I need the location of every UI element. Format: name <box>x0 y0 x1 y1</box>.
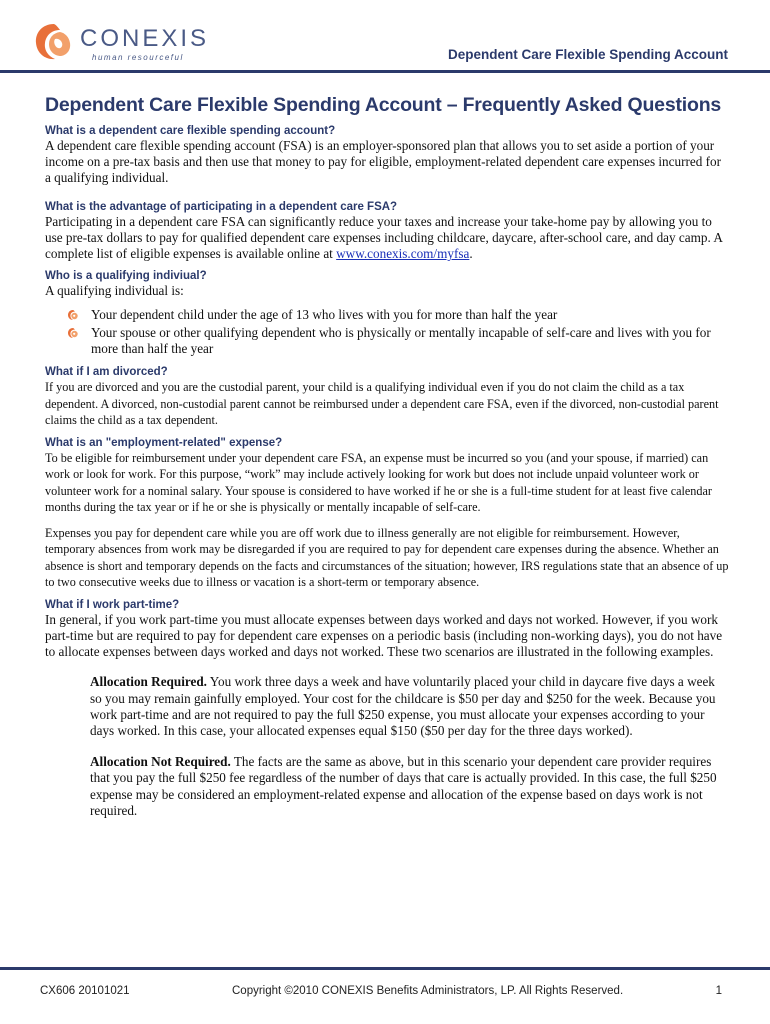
question-heading: What if I am divorced? <box>45 366 168 379</box>
list-item-text: Your dependent child under the age of 13 who lives with you for more than half the year <box>91 307 558 323</box>
faq-section-advantage <box>45 201 729 263</box>
conexis-bullet-icon <box>67 327 79 339</box>
conexis-logo-mark-icon <box>34 22 72 62</box>
question-heading: What if I work part-time? <box>45 598 180 611</box>
faq-section-divorced <box>45 366 729 429</box>
example-title: Allocation Required. <box>90 674 207 690</box>
document-title: Dependent Care Flexible Spending Account – Frequently Asked Questions <box>45 94 722 116</box>
answer-text-continued: Expenses you pay for dependent care while you are off work due to illness generally are not eligible for reimbursement. However, temporary absences from work may be disregarded if you are required to pay for dependent care expenses during the absence. Whether an absence is short and temporary depends on the facts and circumstances of the situation; however, IRS regulations state that an absence of up to two consecutive weeks due to illness or vacation is a short-term or temporary absence. <box>45 525 729 590</box>
logo-wordmark: CONEXIS <box>80 25 210 52</box>
example-allocation-required <box>90 674 729 740</box>
footer-divider <box>0 967 770 970</box>
answer-text-end: . <box>469 246 473 262</box>
answer-text: To be eligible for reimbursement under your dependent care FSA, an expense must be incurred so you (and your spouse, if married) can work or look for work. For this purpose, “work” may include actively looking for work but does not include unpaid volunteer work or volunteer work for a nominal salary. Your spouse is considered to have worked if he or she is a full-time student for at least five calendar months during the tax year or if he or she is physically or mentally incapable of self-care. <box>45 450 712 515</box>
faq-section-qualifying-individual <box>45 270 729 357</box>
qualifying-list <box>67 307 729 357</box>
list-item <box>67 307 729 323</box>
conexis-bullet-icon <box>67 309 79 321</box>
question-heading: What is a dependent care flexible spending account? <box>45 125 336 137</box>
example-title: Allocation Not Required. <box>90 753 231 769</box>
page-header <box>0 0 770 80</box>
copyright-notice: Copyright ©2010 CONEXIS Benefits Administrators, LP. All Rights Reserved. <box>232 985 624 997</box>
document-body <box>45 94 729 819</box>
answer-text <box>45 214 729 263</box>
question-heading: What is an "employment-related" expense? <box>45 436 283 449</box>
example-text: You work three days a week and have voluntarily placed your child in daycare five days a week so you may remain gainfully employed. Your cost for the childcare is $50 per day and $250 for the week. Because you work part-time and are not required to pay the full $250 expense, you must allocate your expenses according to your days worked. In this case, your allocated expenses equal $150 ($50 per day for the three days worked). <box>90 674 716 739</box>
list-item <box>67 325 729 357</box>
document-code: CX606 20101021 <box>40 985 130 997</box>
example-text: The facts are the same as above, but in this scenario your dependent care provider requires that you pay the full $250 fee regardless of the number of days that care is actually provided. In this case, the full $250 expense may be considered an employment-related expense and allocation of the expense based on days work is not required. <box>90 753 717 818</box>
header-title: Dependent Care Flexible Spending Account <box>447 47 728 62</box>
question-heading: Who is a qualifying indiviual? <box>45 270 207 283</box>
answer-text: If you are divorced and you are the custodial parent, your child is a qualifying individual even if you do not claim the child as a tax dependent. A divorced, non-custodial parent cannot be reimbursed under a dependent care FSA, even if the divorced, non-custodial parent claims the child as a tax dependent. <box>45 380 719 428</box>
faq-section-what-is-fsa <box>45 125 729 187</box>
list-item-text: Your spouse or other qualifying dependent who is physically or mentally incapable of self-care and lives with you for more than half the year <box>91 324 711 356</box>
answer-text: In general, if you work part-time you must allocate expenses between days worked and days not worked. However, if you work part-time but are required to pay for dependent care expenses on a periodic basis (including non-working days), you do not have to allocate expenses between days worked and days not worked. These two scenarios are illustrated in the following examples. <box>45 611 723 659</box>
example-allocation-not-required <box>90 754 729 820</box>
header-divider <box>0 70 770 73</box>
answer-text-body: Participating in a dependent care FSA can significantly reduce your taxes and increase your take-home pay by allowing you to use pre-tax dollars to pay for qualified dependent care expenses including childcare, daycare, after-school care, and day camp. A complete list of eligible expenses is available online at <box>45 213 723 262</box>
faq-section-part-time <box>45 599 729 820</box>
page-number: 1 <box>715 985 722 997</box>
logo-tagline: human resourceful <box>92 53 184 62</box>
answer-text: A dependent care flexible spending account (FSA) is an employer-sponsored plan that allows you to set aside a portion of your income on a pre-tax basis and then use that money to pay for eligible, employment-related dependent care expenses incurred for a qualifying individual. <box>45 138 721 186</box>
question-heading: What is the advantage of participating in a dependent care FSA? <box>45 200 398 213</box>
answer-text: A qualifying individual is: <box>45 283 184 299</box>
conexis-logo <box>34 22 210 72</box>
myfsa-link[interactable]: www.conexis.com/myfsa <box>336 246 470 262</box>
faq-section-employment-related <box>45 437 729 591</box>
